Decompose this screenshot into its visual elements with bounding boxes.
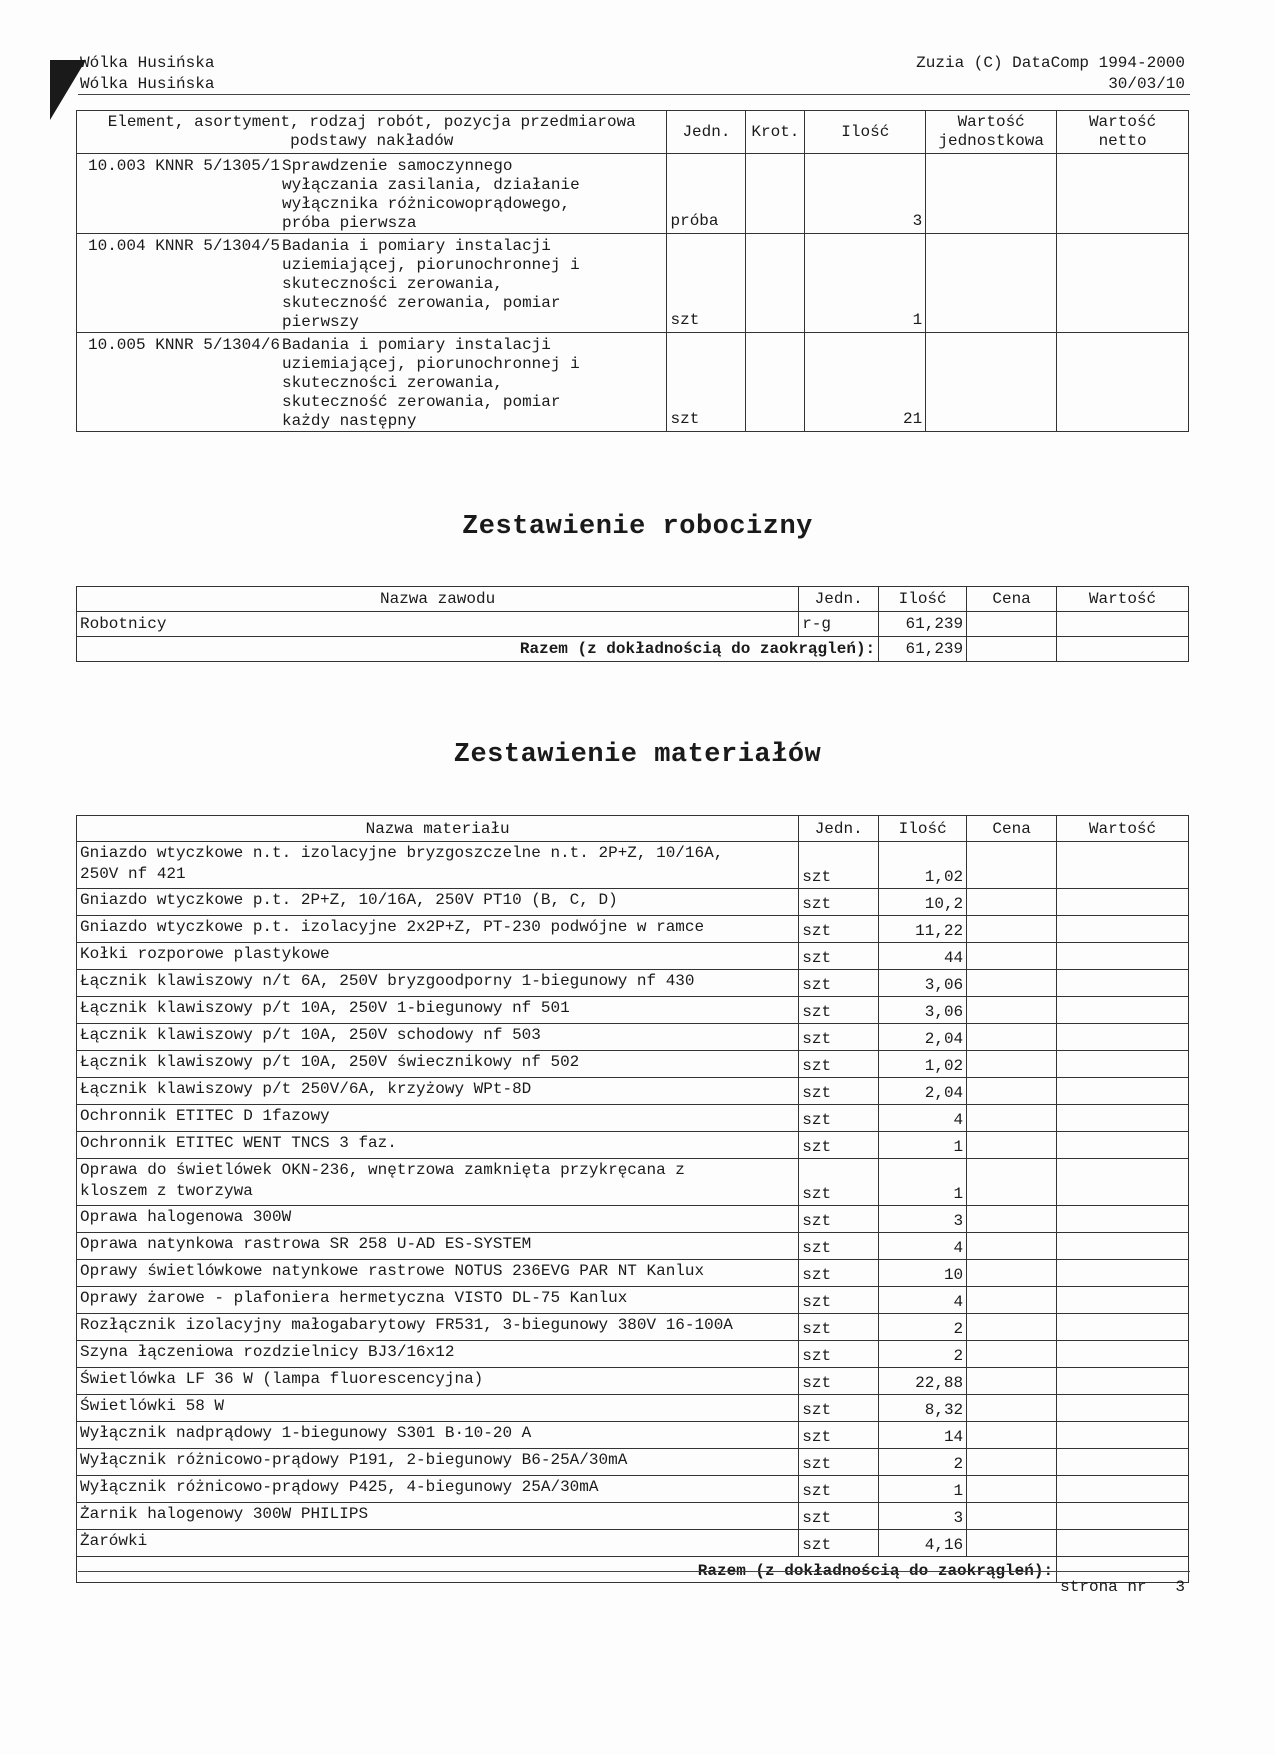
description-line: skuteczność zerowania, pomiar <box>282 393 561 411</box>
material-name <box>77 970 799 997</box>
position-wartosc-netto <box>1057 154 1189 234</box>
position-wartosc-netto <box>1057 333 1189 432</box>
material-name <box>77 997 799 1024</box>
description-line: skuteczności zerowania, <box>282 275 503 293</box>
material-name-line: Oprawy świetlówkowe natynkowe rastrowe NOTUS 236EVG PAR NT Kanlux <box>80 1262 705 1280</box>
table-row <box>77 1395 1189 1422</box>
table-row <box>77 997 1189 1024</box>
material-wartosc <box>1057 997 1189 1024</box>
description-line: wyłączania zasilania, działanie <box>282 176 580 194</box>
material-ilosc: 1 <box>879 1132 967 1159</box>
position-wartosc-jedn <box>926 154 1057 234</box>
labour-total-row <box>77 637 1189 662</box>
material-cena <box>967 1206 1057 1233</box>
col-wartosc: Wartość <box>1057 816 1189 842</box>
table-row <box>77 1287 1189 1314</box>
description-line: skuteczność zerowania, pomiar <box>282 294 561 312</box>
col-nazwa-zawodu: Nazwa zawodu <box>77 587 799 612</box>
material-cena <box>967 1368 1057 1395</box>
material-name <box>77 1476 799 1503</box>
table-row <box>77 1530 1189 1557</box>
col-cena: Cena <box>967 587 1057 612</box>
header-rule <box>78 94 1190 95</box>
table-row <box>77 1024 1189 1051</box>
material-name-line: Oprawy żarowe - plafoniera hermetyczna VISTO DL-75 Kanlux <box>80 1289 628 1307</box>
col-jedn: Jedn. <box>799 587 879 612</box>
position-jedn: szt <box>667 234 746 333</box>
description-line: wyłącznika różnicowoprądowego, <box>282 195 571 213</box>
material-cena <box>967 943 1057 970</box>
material-name-line: Wyłącznik różnicowo-prądowy P191, 2-biegunowy B6-25A/30mA <box>80 1451 628 1469</box>
material-ilosc: 14 <box>879 1422 967 1449</box>
material-cena <box>967 1024 1057 1051</box>
material-cena <box>967 1233 1057 1260</box>
material-name <box>77 1287 799 1314</box>
position-code: 10.004 KNNR 5/1304/5 <box>88 237 281 255</box>
position-ilosc: 21 <box>805 333 926 432</box>
material-jedn: szt <box>799 1314 879 1341</box>
material-wartosc <box>1057 943 1189 970</box>
material-name-line: Ochronnik ETITEC D 1fazowy <box>80 1107 330 1125</box>
table-row <box>77 154 1189 234</box>
material-wartosc <box>1057 1159 1189 1206</box>
material-wartosc <box>1057 916 1189 943</box>
material-ilosc: 1,02 <box>879 842 967 889</box>
header-right <box>916 53 1185 95</box>
material-cena <box>967 1314 1057 1341</box>
material-wartosc <box>1057 1530 1189 1557</box>
description-line: uziemiającej, piorunochronnej i <box>282 355 580 373</box>
material-jedn: szt <box>799 1341 879 1368</box>
material-wartosc <box>1057 1233 1189 1260</box>
material-name-line: Łącznik klawiszowy p/t 10A, 250V 1-biegunowy nf 501 <box>80 999 570 1017</box>
material-jedn: szt <box>799 916 879 943</box>
material-ilosc: 2 <box>879 1449 967 1476</box>
material-ilosc: 22,88 <box>879 1368 967 1395</box>
labour-name: Robotnicy <box>77 612 799 637</box>
material-name-line: Wyłącznik różnicowo-prądowy P425, 4-biegunowy 25A/30mA <box>80 1478 599 1496</box>
material-jedn: szt <box>799 1368 879 1395</box>
material-wartosc <box>1057 1449 1189 1476</box>
material-ilosc: 10 <box>879 1260 967 1287</box>
material-jedn: szt <box>799 1395 879 1422</box>
material-jedn: szt <box>799 1503 879 1530</box>
material-jedn: szt <box>799 1132 879 1159</box>
material-wartosc <box>1057 1105 1189 1132</box>
col-wartosc-jedn: Wartość jednostkowa <box>926 111 1057 154</box>
col-element: Element, asortyment, rodzaj robót, pozycja przedmiarowa podstawy nakładów <box>77 111 667 154</box>
material-cena <box>967 1449 1057 1476</box>
position-description <box>282 336 580 431</box>
material-cena <box>967 970 1057 997</box>
materials-header-row <box>77 816 1189 842</box>
material-cena <box>967 889 1057 916</box>
table-row <box>77 842 1189 889</box>
material-jedn: szt <box>799 1051 879 1078</box>
header-left-line2: Wólka Husińska <box>80 75 215 93</box>
material-name-line: 250V nf 421 <box>80 865 186 883</box>
table-row <box>77 1503 1189 1530</box>
material-cena <box>967 1051 1057 1078</box>
col-jedn: Jedn. <box>667 111 746 154</box>
material-name <box>77 1368 799 1395</box>
material-jedn: szt <box>799 1530 879 1557</box>
col-jedn: Jedn. <box>799 816 879 842</box>
materials-table <box>76 815 1189 1583</box>
table-row <box>77 1476 1189 1503</box>
table-row <box>77 1051 1189 1078</box>
table-row <box>77 1314 1189 1341</box>
material-ilosc: 2 <box>879 1314 967 1341</box>
position-description <box>282 237 580 332</box>
table-row <box>77 1105 1189 1132</box>
position-krot <box>746 333 805 432</box>
material-wartosc <box>1057 1341 1189 1368</box>
footer-rule <box>78 1571 1190 1572</box>
material-jedn: szt <box>799 1233 879 1260</box>
material-ilosc: 1,02 <box>879 1051 967 1078</box>
labour-cena <box>967 612 1057 637</box>
labour-table <box>76 586 1189 662</box>
material-name-line: Oprawa halogenowa 300W <box>80 1208 292 1226</box>
material-ilosc: 4 <box>879 1233 967 1260</box>
material-ilosc: 8,32 <box>879 1395 967 1422</box>
material-wartosc <box>1057 1051 1189 1078</box>
material-name <box>77 1260 799 1287</box>
table-row <box>77 333 1189 432</box>
materials-title: Zestawienie materiałów <box>453 740 822 770</box>
material-name <box>77 916 799 943</box>
material-wartosc <box>1057 1368 1189 1395</box>
material-wartosc <box>1057 1476 1189 1503</box>
material-name-line: Świetlówki 58 W <box>80 1397 225 1415</box>
material-wartosc <box>1057 1422 1189 1449</box>
position-code: 10.003 KNNR 5/1305/1 <box>88 157 281 175</box>
col-krot: Krot. <box>746 111 805 154</box>
position-krot <box>746 154 805 234</box>
material-name <box>77 1530 799 1557</box>
material-cena <box>967 1078 1057 1105</box>
material-name-line: Łącznik klawiszowy p/t 10A, 250V świecznikowy nf 502 <box>80 1053 580 1071</box>
position-ilosc: 3 <box>805 154 926 234</box>
material-jedn: szt <box>799 943 879 970</box>
table-row <box>77 1368 1189 1395</box>
position-description <box>282 157 580 233</box>
material-name <box>77 1078 799 1105</box>
table-row <box>77 1159 1189 1206</box>
table-row <box>77 1449 1189 1476</box>
material-ilosc: 3 <box>879 1206 967 1233</box>
material-name <box>77 1422 799 1449</box>
material-jedn: szt <box>799 1422 879 1449</box>
material-cena <box>967 1530 1057 1557</box>
labour-total-cena <box>967 637 1057 662</box>
material-jedn: szt <box>799 1206 879 1233</box>
table-row <box>77 1260 1189 1287</box>
table-row <box>77 943 1189 970</box>
material-name <box>77 1503 799 1530</box>
col-ilosc: Ilość <box>879 587 967 612</box>
material-wartosc <box>1057 1206 1189 1233</box>
material-name <box>77 1132 799 1159</box>
position-wartosc-jedn <box>926 333 1057 432</box>
material-name-line: Gniazdo wtyczkowe p.t. izolacyjne 2x2P+Z, PT-230 podwójne w ramce <box>80 918 705 936</box>
material-cena <box>967 842 1057 889</box>
table-row <box>77 1132 1189 1159</box>
material-jedn: szt <box>799 1159 879 1206</box>
table-row <box>77 1422 1189 1449</box>
material-name <box>77 1233 799 1260</box>
labour-title: Zestawienie robocizny <box>462 512 813 542</box>
material-cena <box>967 1159 1057 1206</box>
table-row <box>77 889 1189 916</box>
material-wartosc <box>1057 842 1189 889</box>
table-row <box>77 1078 1189 1105</box>
material-cena <box>967 997 1057 1024</box>
material-wartosc <box>1057 1024 1189 1051</box>
footer-label: strona nr <box>1060 1578 1147 1596</box>
material-name-line: Gniazdo wtyczkowe p.t. 2P+Z, 10/16A, 250V PT10 (B, C, D) <box>80 891 618 909</box>
description-line: każdy następny <box>282 412 417 430</box>
material-ilosc: 2 <box>879 1341 967 1368</box>
material-wartosc <box>1057 1132 1189 1159</box>
position-element <box>77 154 667 234</box>
material-name-line: kloszem z tworzywa <box>80 1182 253 1200</box>
material-ilosc: 1 <box>879 1476 967 1503</box>
material-name <box>77 1449 799 1476</box>
table-row <box>77 234 1189 333</box>
position-jedn: próba <box>667 154 746 234</box>
table-row <box>77 1341 1189 1368</box>
material-jedn: szt <box>799 1287 879 1314</box>
table-row <box>77 1233 1189 1260</box>
material-name-line: Wyłącznik nadprądowy 1-biegunowy S301 B·10-20 A <box>80 1424 532 1442</box>
col-wartosc-netto: Wartość netto <box>1057 111 1189 154</box>
material-name-line: Łącznik klawiszowy p/t 10A, 250V schodowy nf 503 <box>80 1026 541 1044</box>
description-line: próba pierwsza <box>282 214 417 232</box>
material-cena <box>967 1105 1057 1132</box>
material-name-line: Ochronnik ETITEC WENT TNCS 3 faz. <box>80 1134 397 1152</box>
material-cena <box>967 1476 1057 1503</box>
material-name <box>77 842 799 889</box>
labour-ilosc: 61,239 <box>879 612 967 637</box>
material-name-line: Rozłącznik izolacyjny małogabarytowy FR531, 3-biegunowy 380V 16-100A <box>80 1316 733 1334</box>
position-element <box>77 234 667 333</box>
material-ilosc: 2,04 <box>879 1024 967 1051</box>
material-ilosc: 4,16 <box>879 1530 967 1557</box>
material-ilosc: 44 <box>879 943 967 970</box>
position-wartosc-netto <box>1057 234 1189 333</box>
position-krot <box>746 234 805 333</box>
description-line: pierwszy <box>282 313 359 331</box>
material-name-line: Świetlówka LF 36 W (lampa fluorescencyjna) <box>80 1370 484 1388</box>
material-name <box>77 1105 799 1132</box>
description-line: Badania i pomiary instalacji <box>282 336 551 354</box>
material-name-line: Łącznik klawiszowy p/t 250V/6A, krzyżowy WPt-8D <box>80 1080 532 1098</box>
material-jedn: szt <box>799 889 879 916</box>
table-row <box>77 916 1189 943</box>
position-jedn: szt <box>667 333 746 432</box>
labour-header-row <box>77 587 1189 612</box>
table-row <box>77 1206 1189 1233</box>
col-wartosc: Wartość <box>1057 587 1189 612</box>
material-cena <box>967 1395 1057 1422</box>
material-ilosc: 1 <box>879 1159 967 1206</box>
material-ilosc: 11,22 <box>879 916 967 943</box>
position-wartosc-jedn <box>926 234 1057 333</box>
material-cena <box>967 1132 1057 1159</box>
page-footer <box>1060 1578 1185 1596</box>
material-jedn: szt <box>799 1449 879 1476</box>
description-line: uziemiającej, piorunochronnej i <box>282 256 580 274</box>
material-name <box>77 1159 799 1206</box>
table-row <box>77 970 1189 997</box>
header-left <box>80 53 214 95</box>
material-jedn: szt <box>799 1078 879 1105</box>
material-cena <box>967 1287 1057 1314</box>
page-number: 3 <box>1175 1578 1185 1596</box>
material-cena <box>967 1341 1057 1368</box>
col-ilosc: Ilość <box>805 111 926 154</box>
position-element <box>77 333 667 432</box>
material-name-line: Łącznik klawiszowy n/t 6A, 250V bryzgoodporny 1-biegunowy nf 430 <box>80 972 695 990</box>
material-cena <box>967 1260 1057 1287</box>
material-jedn: szt <box>799 1024 879 1051</box>
material-ilosc: 3,06 <box>879 997 967 1024</box>
material-cena <box>967 916 1057 943</box>
position-ilosc: 1 <box>805 234 926 333</box>
labour-jedn: r-g <box>799 612 879 637</box>
material-name <box>77 1341 799 1368</box>
material-wartosc <box>1057 1503 1189 1530</box>
material-ilosc: 3 <box>879 1503 967 1530</box>
header-right-line2: 30/03/10 <box>1108 75 1185 93</box>
materials-total-row <box>77 1557 1189 1583</box>
col-cena: Cena <box>967 816 1057 842</box>
material-name <box>77 1051 799 1078</box>
material-name <box>77 1024 799 1051</box>
col-ilosc: Ilość <box>879 816 967 842</box>
material-wartosc <box>1057 970 1189 997</box>
labour-total-value: 61,239 <box>879 637 967 662</box>
material-name-line: Kołki rozporowe plastykowe <box>80 945 330 963</box>
material-jedn: szt <box>799 997 879 1024</box>
labour-total-label: Razem (z dokładnością do zaokrągleń): <box>77 637 879 662</box>
material-wartosc <box>1057 889 1189 916</box>
material-name-line: Oprawa do świetlówek OKN-236, wnętrzowa zamknięta przykręcana z <box>80 1161 685 1179</box>
col-nazwa-materialu: Nazwa materiału <box>77 816 799 842</box>
labour-wartosc <box>1057 612 1189 637</box>
material-jedn: szt <box>799 842 879 889</box>
material-name-line: Żarówki <box>80 1532 148 1550</box>
header-left-line1: Wólka Husińska <box>80 54 215 72</box>
material-name-line: Żarnik halogenowy 300W PHILIPS <box>80 1505 369 1523</box>
labour-total-wartosc <box>1057 637 1189 662</box>
material-ilosc: 4 <box>879 1105 967 1132</box>
material-ilosc: 2,04 <box>879 1078 967 1105</box>
material-name <box>77 889 799 916</box>
material-ilosc: 4 <box>879 1287 967 1314</box>
materials-total-label: Razem (z dokładnością do zaokrągleń): <box>77 1557 1057 1583</box>
material-name <box>77 943 799 970</box>
positions-table <box>76 110 1189 432</box>
positions-header-row <box>77 111 1189 154</box>
material-wartosc <box>1057 1260 1189 1287</box>
material-jedn: szt <box>799 1260 879 1287</box>
material-wartosc <box>1057 1395 1189 1422</box>
material-wartosc <box>1057 1287 1189 1314</box>
material-name <box>77 1314 799 1341</box>
material-name <box>77 1395 799 1422</box>
table-row <box>77 612 1189 637</box>
material-ilosc: 3,06 <box>879 970 967 997</box>
header-right-line1: Zuzia (C) DataComp 1994-2000 <box>916 54 1185 72</box>
material-name <box>77 1206 799 1233</box>
material-jedn: szt <box>799 1476 879 1503</box>
description-line: Sprawdzenie samoczynnego <box>282 157 513 175</box>
material-wartosc <box>1057 1078 1189 1105</box>
material-cena <box>967 1503 1057 1530</box>
material-ilosc: 10,2 <box>879 889 967 916</box>
description-line: skuteczności zerowania, <box>282 374 503 392</box>
material-jedn: szt <box>799 970 879 997</box>
description-line: Badania i pomiary instalacji <box>282 237 551 255</box>
material-name-line: Oprawa natynkowa rastrowa SR 258 U-AD ES-SYSTEM <box>80 1235 532 1253</box>
material-name-line: Gniazdo wtyczkowe n.t. izolacyjne bryzgoszczelne n.t. 2P+Z, 10/16A, <box>80 844 724 862</box>
position-code: 10.005 KNNR 5/1304/6 <box>88 336 281 354</box>
material-cena <box>967 1422 1057 1449</box>
material-wartosc <box>1057 1314 1189 1341</box>
material-name-line: Szyna łączeniowa rozdzielnicy BJ3/16x12 <box>80 1343 455 1361</box>
material-jedn: szt <box>799 1105 879 1132</box>
